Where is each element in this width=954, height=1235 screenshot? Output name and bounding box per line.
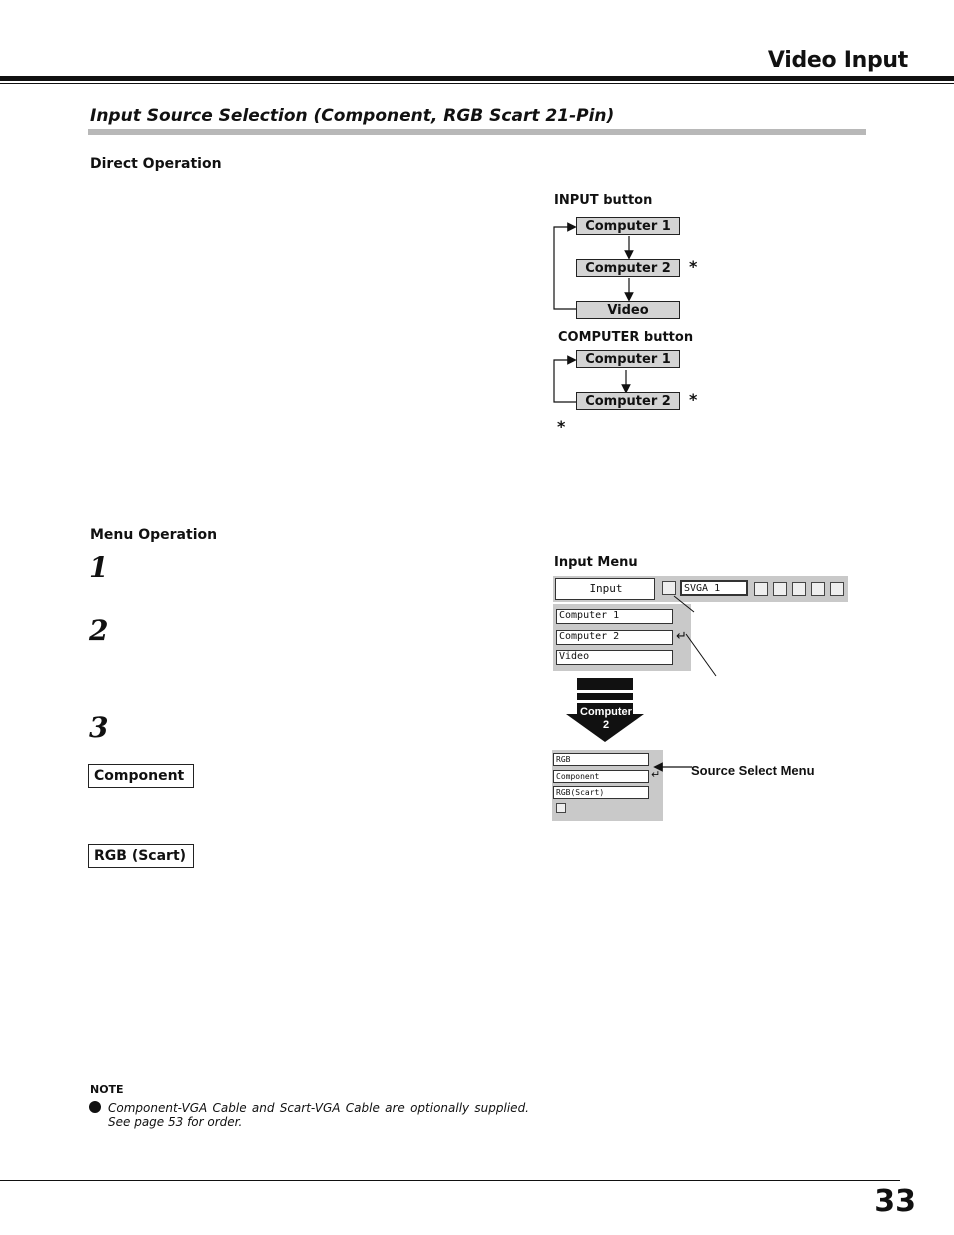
return-icon[interactable]	[556, 803, 566, 813]
step-number-3: 3	[89, 711, 109, 744]
input-menu-label: Input Menu	[554, 555, 638, 570]
input-menu-item-computer1[interactable]: Computer 1	[556, 609, 673, 624]
arrow-label	[570, 706, 642, 732]
page-number: 33	[874, 1184, 916, 1219]
source-item-rgb[interactable]: RGB	[553, 753, 649, 766]
image-adjust-icon[interactable]	[773, 582, 787, 596]
step-number-2: 2	[89, 614, 109, 647]
direct-operation-heading: Direct Operation	[90, 156, 222, 172]
header-rule	[0, 76, 954, 81]
arrow-label-line1: Computer	[580, 706, 632, 718]
flow-loop-arrow-2	[554, 360, 576, 402]
source-item-component[interactable]: Component	[553, 770, 649, 783]
callout-lines	[660, 590, 730, 680]
header-rule-thin	[0, 83, 954, 84]
section-title: Input Source Selection (Component, RGB Scart 21-Pin)	[90, 106, 615, 126]
note-text: Component-VGA Cable and Scart-VGA Cable are optionally supplied. See page 53 for order.	[108, 1101, 529, 1129]
page-header-title: Video Input	[767, 48, 908, 73]
input-menu-item-computer2[interactable]: Computer 2	[556, 630, 673, 645]
input-flow-computer1: Computer 1	[576, 217, 680, 235]
step-number-1: 1	[89, 551, 109, 584]
enter-arrow-icon[interactable]: ↵	[676, 629, 687, 644]
menu-operation-heading: Menu Operation	[90, 527, 218, 543]
arrow-label-line2: 2	[602, 719, 610, 731]
display-icon[interactable]	[754, 582, 768, 596]
input-flow-video: Video	[576, 301, 680, 319]
section-bar	[88, 129, 866, 135]
screen-icon[interactable]	[811, 582, 825, 596]
computer-button-label: COMPUTER button	[558, 330, 694, 345]
rgb-scart-option-box: RGB (Scart)	[88, 844, 194, 868]
source-item-rgb-scart[interactable]: RGB(Scart)	[553, 786, 649, 799]
asterisk-mark: *	[689, 390, 698, 409]
flow-loop-arrow	[554, 227, 576, 309]
source-select-menu-label: Source Select Menu	[691, 763, 815, 778]
input-menu-item-video[interactable]: Video	[556, 650, 673, 665]
note-heading: NOTE	[90, 1083, 124, 1096]
input-button-label: INPUT button	[554, 193, 653, 208]
footer-rule	[0, 1180, 900, 1181]
source-select-pointer	[652, 760, 694, 774]
computer-flow-computer2: Computer 2	[576, 392, 680, 410]
bullet-icon	[89, 1101, 101, 1113]
input-mode-display: SVGA 1	[680, 580, 748, 596]
asterisk-mark: *	[557, 417, 566, 436]
input-flow-computer2: Computer 2	[576, 259, 680, 277]
picture-icon[interactable]	[792, 582, 806, 596]
sound-icon[interactable]	[830, 582, 844, 596]
input-menu-title[interactable]: Input	[555, 578, 655, 600]
asterisk-mark: *	[689, 257, 698, 276]
enter-arrow-icon[interactable]: ↵	[651, 768, 661, 781]
component-option-box: Component	[88, 764, 194, 788]
computer-flow-computer1: Computer 1	[576, 350, 680, 368]
